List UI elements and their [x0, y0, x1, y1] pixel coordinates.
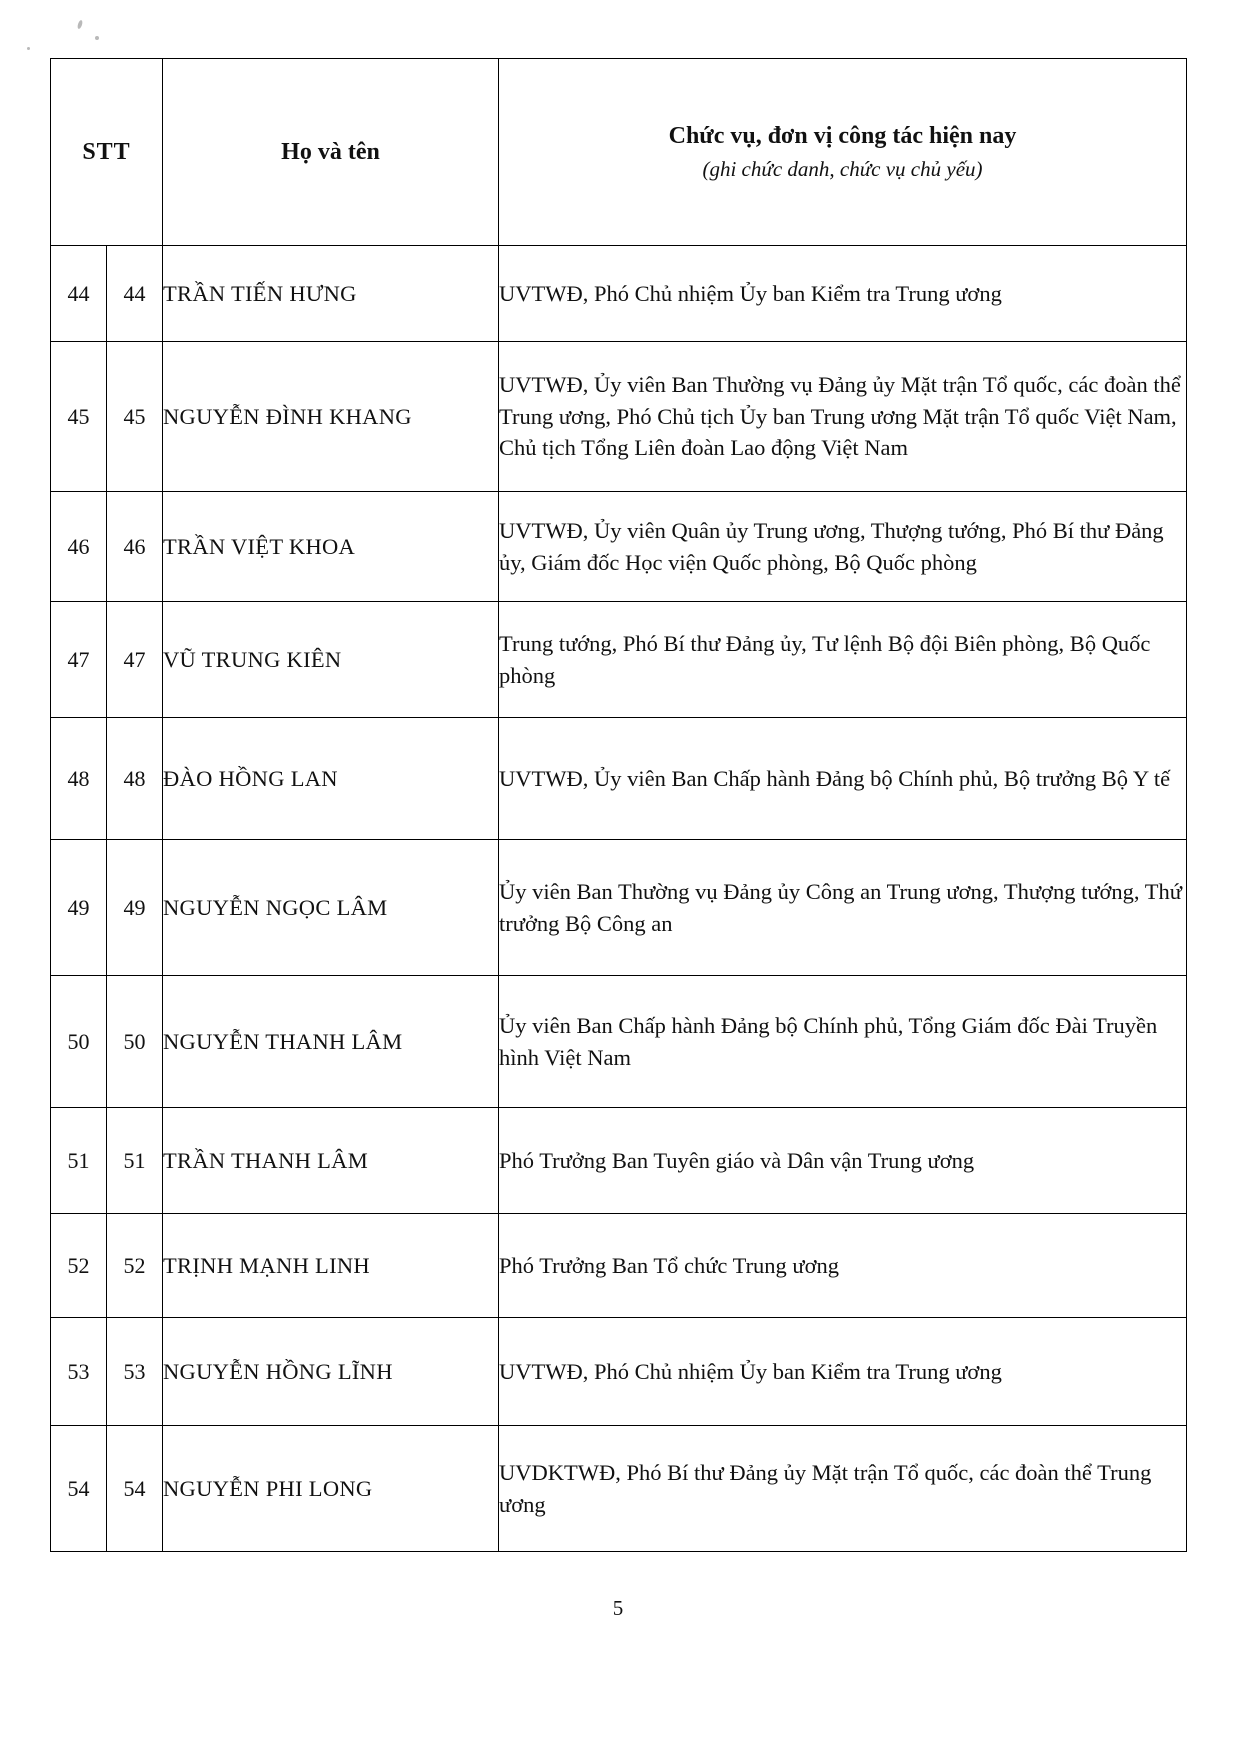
column-header-stt: STT [51, 59, 163, 246]
column-header-position [499, 59, 1187, 246]
scan-speck [77, 20, 84, 30]
row-number-b: 47 [107, 602, 163, 718]
table-row [51, 1318, 1187, 1426]
scan-speck [27, 47, 30, 50]
row-number-a: 54 [51, 1426, 107, 1552]
row-number-b: 45 [107, 342, 163, 492]
row-name: TRẦN TIẾN HƯNG [163, 246, 499, 342]
row-number-b: 51 [107, 1108, 163, 1214]
table-row [51, 246, 1187, 342]
column-header-name: Họ và tên [163, 59, 499, 246]
row-number-a: 49 [51, 840, 107, 976]
table-row [51, 1214, 1187, 1318]
row-name: TRẦN VIỆT KHOA [163, 492, 499, 602]
row-position: UVTWĐ, Phó Chủ nhiệm Ủy ban Kiểm tra Trung ương [499, 1318, 1187, 1426]
row-position: UVTWĐ, Ủy viên Ban Chấp hành Đảng bộ Chính phủ, Bộ trưởng Bộ Y tế [499, 718, 1187, 840]
row-number-a: 46 [51, 492, 107, 602]
row-position: Trung tướng, Phó Bí thư Đảng ủy, Tư lệnh Bộ đội Biên phòng, Bộ Quốc phòng [499, 602, 1187, 718]
row-name: TRẦN THANH LÂM [163, 1108, 499, 1214]
table-row [51, 1108, 1187, 1214]
row-number-b: 49 [107, 840, 163, 976]
row-position: Ủy viên Ban Chấp hành Đảng bộ Chính phủ, Tổng Giám đốc Đài Truyền hình Việt Nam [499, 976, 1187, 1108]
page-number: 5 [612, 1596, 624, 1620]
table-body [51, 246, 1187, 1552]
table-row [51, 840, 1187, 976]
personnel-table [50, 58, 1187, 1552]
row-name: ĐÀO HỒNG LAN [163, 718, 499, 840]
row-number-a: 44 [51, 246, 107, 342]
column-header-position-sub: (ghi chức danh, chức vụ chủ yếu) [702, 156, 983, 181]
row-position: UVTWĐ, Phó Chủ nhiệm Ủy ban Kiểm tra Trung ương [499, 246, 1187, 342]
row-position: Phó Trưởng Ban Tuyên giáo và Dân vận Trung ương [499, 1108, 1187, 1214]
row-position: UVTWĐ, Ủy viên Ban Thường vụ Đảng ủy Mặt trận Tổ quốc, các đoàn thể Trung ương, Phó Chủ tịch Ủy ban Trung ương Mặt trận Tổ quốc Việt Nam, Chủ tịch Tổng Liên đoàn Lao động Việt Nam [499, 342, 1187, 492]
row-name: NGUYỄN ĐÌNH KHANG [163, 342, 499, 492]
table-row [51, 1426, 1187, 1552]
row-number-b: 52 [107, 1214, 163, 1318]
row-number-a: 52 [51, 1214, 107, 1318]
row-name: VŨ TRUNG KIÊN [163, 602, 499, 718]
row-number-a: 53 [51, 1318, 107, 1426]
row-number-b: 46 [107, 492, 163, 602]
row-number-a: 45 [51, 342, 107, 492]
row-number-b: 44 [107, 246, 163, 342]
row-number-a: 47 [51, 602, 107, 718]
row-name: NGUYỄN PHI LONG [163, 1426, 499, 1552]
row-name: NGUYỄN HỒNG LĨNH [163, 1318, 499, 1426]
table-row [51, 976, 1187, 1108]
row-number-a: 51 [51, 1108, 107, 1214]
scan-speck [95, 36, 99, 40]
row-number-b: 48 [107, 718, 163, 840]
table-row [51, 718, 1187, 840]
row-name: NGUYỄN THANH LÂM [163, 976, 499, 1108]
table-row [51, 342, 1187, 492]
row-position: Ủy viên Ban Thường vụ Đảng ủy Công an Trung ương, Thượng tướng, Thứ trưởng Bộ Công an [499, 840, 1187, 976]
row-name: NGUYỄN NGỌC LÂM [163, 840, 499, 976]
row-position: UVDKTWĐ, Phó Bí thư Đảng ủy Mặt trận Tổ quốc, các đoàn thể Trung ương [499, 1426, 1187, 1552]
row-number-b: 50 [107, 976, 163, 1108]
table-row [51, 492, 1187, 602]
row-position: UVTWĐ, Ủy viên Quân ủy Trung ương, Thượng tướng, Phó Bí thư Đảng ủy, Giám đốc Học viện Quốc phòng, Bộ Quốc phòng [499, 492, 1187, 602]
column-header-position-main: Chức vụ, đơn vị công tác hiện nay [668, 122, 1017, 149]
row-number-a: 48 [51, 718, 107, 840]
row-number-b: 53 [107, 1318, 163, 1426]
row-position: Phó Trưởng Ban Tổ chức Trung ương [499, 1214, 1187, 1318]
table-row [51, 602, 1187, 718]
row-name: TRỊNH MẠNH LINH [163, 1214, 499, 1318]
row-number-b: 54 [107, 1426, 163, 1552]
table-header [51, 59, 1187, 246]
table-header-row [51, 59, 1187, 246]
row-number-a: 50 [51, 976, 107, 1108]
